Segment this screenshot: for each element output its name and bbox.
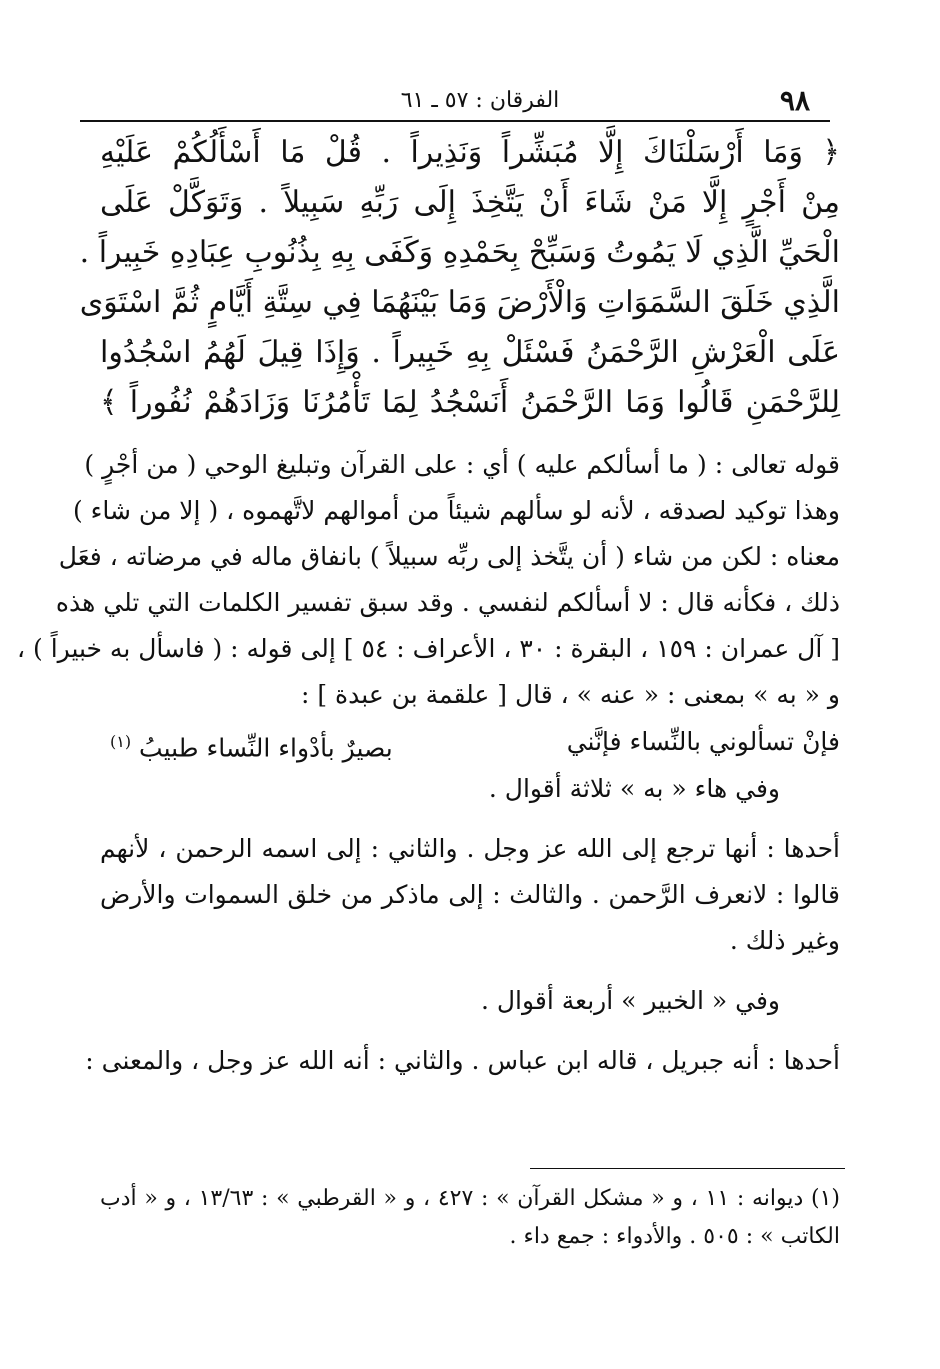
footnote-line: (١) ديوانه : ١١ ، و « مشكل القرآن » : ٤٢٧ ، و « القرطبي » : ١٣/٦٣ ، و « أدب: [100, 1186, 840, 1211]
footnote-rule: [530, 1168, 845, 1169]
commentary-line: وفي « الخبير » أربعة أقوال .: [480, 986, 780, 1015]
footnote-marker: (١): [110, 732, 132, 751]
verse-line: مِنْ أَجْرٍ إِلَّا مَنْ شَاءَ أَنْ يَتَّخِذَ إِلَى رَبِّهِ سَبِيلاً . وَتَوَكَّلْ عَلَى: [100, 185, 840, 220]
page-number: ٩٨: [779, 84, 810, 117]
verse-line: لِلرَّحْمَنِ قَالُوا وَمَا الرَّحْمَنُ أَنَسْجُدُ لِمَا تَأْمُرُنَا وَزَادَهُمْ نُفُوراً ﴾: [100, 385, 840, 420]
page-header: [150, 84, 810, 117]
commentary-line: وهذا توكيد لصدقه ، لأنه لو سألهم شيئاً من أموالهم لاتَّهموه ، ( إلا من شاء ): [72, 496, 840, 525]
commentary-paragraph-2: [100, 766, 840, 812]
quran-verses: [79, 128, 840, 428]
commentary-line: معناه : لكن من شاء ( أن يتَّخذ إلى ربِّه سبيلاً ) بانفاق ماله في مرضاته ، فعَل: [58, 542, 840, 571]
poem-hemistich-second: بصيرٌ بأدْواء النِّساء طبيبُ $^{(١)}$: [110, 732, 393, 763]
commentary-paragraph-4: [100, 978, 840, 1024]
footnotes: [100, 1180, 840, 1256]
running-title: الفرقان : ٥٧ ـ ٦١: [400, 88, 560, 113]
commentary-line: أحدها : أنه جبريل ، قاله ابن عباس . والثاني : أنه الله عز وجل ، والمعنى :: [85, 1046, 840, 1075]
commentary-paragraph-5: [85, 1038, 840, 1084]
poem-hemistich-first: فإنْ تسألوني بالنِّساء فإنَّني: [566, 727, 840, 756]
commentary-line: وفي هاء « به » ثلاثة أقوال .: [488, 774, 780, 803]
verse-line: الَّذِي خَلَقَ السَّمَوَاتِ وَالْأَرْضَ وَمَا بَيْنَهُمَا فِي سِتَّةِ أَيَّامٍ ثُمَّ اسْتَوَى: [79, 285, 840, 320]
commentary-line: قالوا : لانعرف الرَّحمن . والثالث : إلى ماذكر من خلق السموات والأرض: [100, 880, 840, 909]
verse-line: ﴿ وَمَا أَرْسَلْنَاكَ إِلَّا مُبَشِّراً وَنَذِيراً . قُلْ مَا أَسْأَلُكُمْ عَلَيْهِ: [100, 135, 840, 170]
poem-verse: [100, 718, 840, 766]
header-rule: [80, 120, 830, 122]
commentary-line: وغير ذلك .: [729, 926, 840, 955]
verse-line: الْحَيِّ الَّذِي لَا يَمُوتُ وَسَبِّحْ بِحَمْدِهِ وَكَفَى بِهِ بِذُنُوبِ عِبَادِهِ خَبِيراً .: [79, 235, 840, 270]
commentary-line: و « به » بمعنى : « عنه » ، قال [ علقمة بن عبدة ] :: [300, 680, 840, 709]
page-body: [16, 128, 840, 1084]
commentary-line: قوله تعالى : ( ما أسألكم عليه ) أي : على القرآن وتبليغ الوحي ( من أجْرٍ ): [84, 450, 840, 479]
footnote-line: الكاتب » : ٥٠٥ . والأدواء : جمع داء .: [509, 1224, 840, 1249]
commentary-paragraph-3: [100, 826, 840, 964]
commentary-paragraph-1: [16, 442, 840, 718]
commentary-line: ذلك ، فكأنه قال : لا أسألكم لنفسي . وقد سبق تفسير الكلمات التي تلي هذه: [55, 588, 840, 617]
commentary-line: أحدها : أنها ترجع إلى الله عز وجل . والثاني : إلى اسمه الرحمن ، لأنهم: [100, 834, 840, 863]
commentary-line: [ آل عمران : ١٥٩ ، البقرة : ٣٠ ، الأعراف : ٥٤ ] إلى قوله : ( فاسأل به خبيراً ) ،: [16, 634, 840, 663]
verse-line: عَلَى الْعَرْشِ الرَّحْمَنُ فَسْئَلْ بِهِ خَبِيراً . وَإِذَا قِيلَ لَهُمُ اسْجُدُوا: [100, 335, 840, 370]
